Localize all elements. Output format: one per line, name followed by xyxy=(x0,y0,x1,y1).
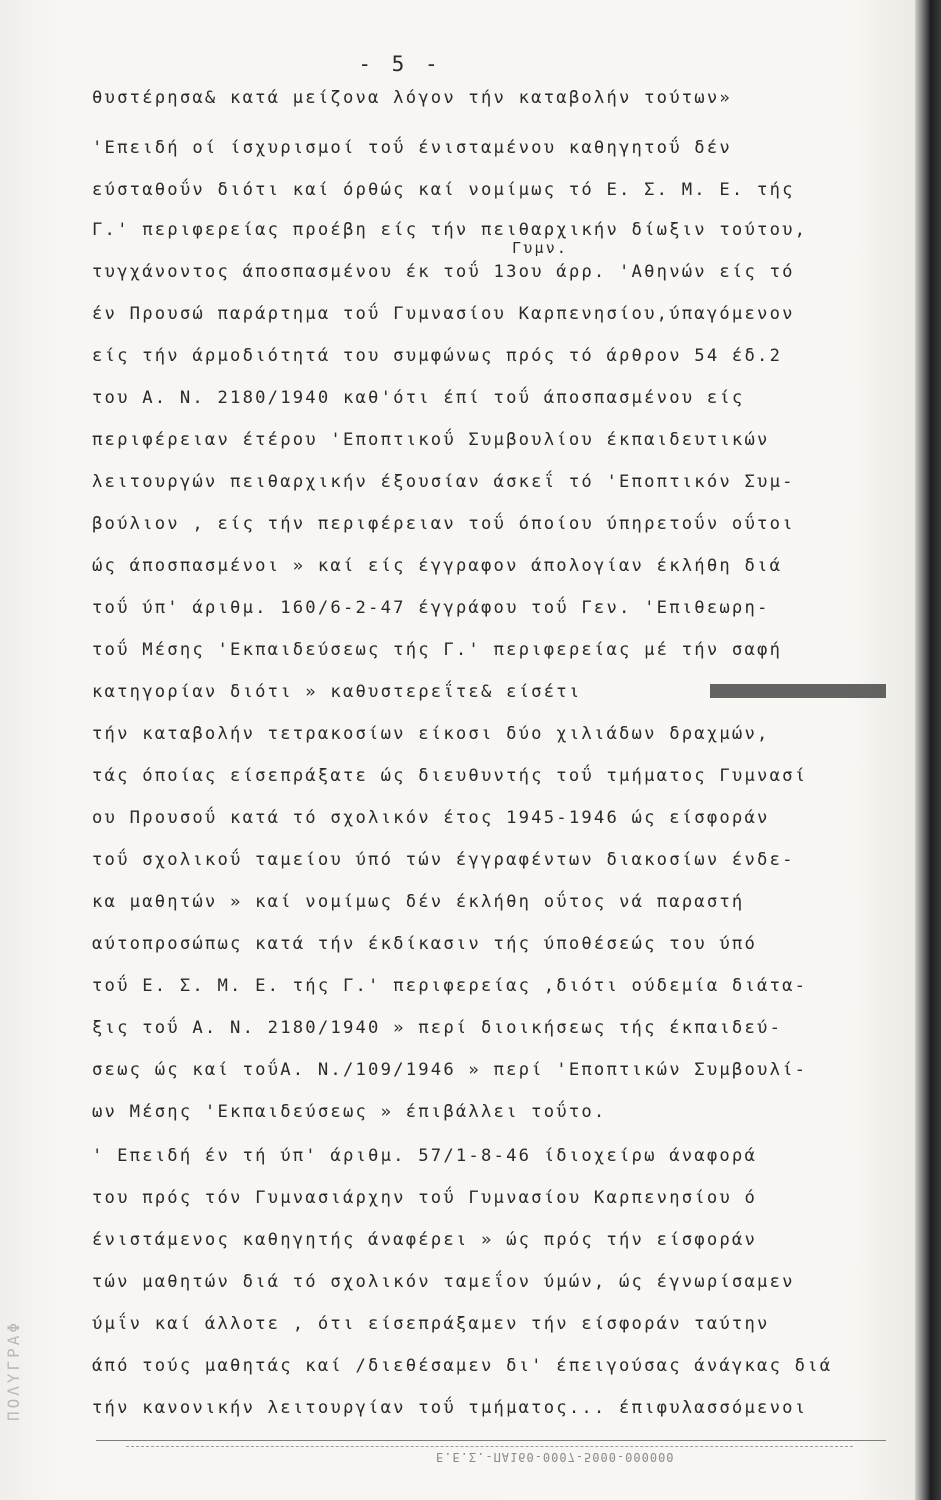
text-line: τήν κανονικήν λειτουργίαν τοΰ τμήματος... έπιφυλασσόμενοι xyxy=(92,1398,808,1418)
text-line: αύτοπροσώπως κατά τήν έκδίκασιν τής ύποθέσεώς του ύπό xyxy=(92,934,758,954)
handwritten-insertion: Γυμν. xyxy=(512,239,569,257)
text-line: Γ.' περιφερείας προέβη είς τήν πειθαρχικήν δίωξιν τούτου, xyxy=(92,220,808,240)
text-line: τοΰ Ε. Σ. Μ. Ε. τής Γ.' περιφερείας ,διότι ούδεμία διάτα- xyxy=(92,976,808,996)
text-line: τών μαθητών διά τό σχολικόν ταμεΐον ύμών, ώς έγνωρίσαμεν xyxy=(92,1272,795,1292)
margin-stamp: ΠΟΛΥΓΡΑΦ xyxy=(4,1319,24,1421)
text-line: βούλιον , είς τήν περιφέρειαν τοΰ όποίου ύπηρετοΰν οΰτοι xyxy=(92,514,795,534)
text-line: σεως ώς καί τοΰΑ. Ν./109/1946 » περί 'Εποπτικών Συμβουλί- xyxy=(92,1060,808,1080)
struck-out-text xyxy=(710,684,886,698)
footer-rule xyxy=(96,1440,886,1441)
text-line: του Α. Ν. 2180/1940 καθ'ότι έπί τοΰ άποσπασμένου είς xyxy=(92,388,745,408)
footer-rule-faint xyxy=(126,1446,853,1447)
text-line: ύμΐν καί άλλοτε , ότι είσεπράξαμεν τήν είσφοράν ταύτην xyxy=(92,1314,770,1334)
text-line: λειτουργών πειθαρχικήν έξουσίαν άσκεΐ τό 'Εποπτικόν Συμ- xyxy=(92,472,795,492)
text-line: ων Μέσης 'Εκπαιδεύσεως » έπιβάλλει τοΰτο. xyxy=(92,1102,607,1122)
text-line: κατηγορίαν διότι » καθυστερεΐτε& είσέτι xyxy=(92,682,582,702)
text-line: τοΰ Μέσης 'Εκπαιδεύσεως τής Γ.' περιφερείας μέ τήν σαφή xyxy=(92,640,783,660)
text-line: τυγχάνοντος άποσπασμένου έκ τοΰ 13ου άρρ. 'Αθηνών είς τό xyxy=(92,262,795,282)
text-line: κα μαθητών » καί νομίμως δέν έκλήθη οΰτος νά παραστή xyxy=(92,892,745,912)
text-line: είς τήν άρμοδιότητά του συμφώνως πρός τό άρθρον 54 έδ.2 xyxy=(92,346,783,366)
page-number: - 5 - xyxy=(358,52,442,76)
text-line: ' Επειδή έν τή ύπ' άριθμ. 57/1-8-46 ίδιοχείρω άναφορά xyxy=(92,1146,758,1166)
text-line: τοΰ σχολικοΰ ταμείου ύπό τών έγγραφέντων διακοσίων ένδε- xyxy=(92,850,795,870)
text-line: θυστέρησα& κατά μείζονα λόγον τήν καταβολήν τούτων» xyxy=(92,88,732,108)
text-line: τοΰ ύπ' άριθμ. 160/6-2-47 έγγράφου τοΰ Γεν. 'Επιθεωρη- xyxy=(92,598,770,618)
text-line: ου Προυσοΰ κατά τό σχολικόν έτος 1945-1946 ώς είσφοράν xyxy=(92,808,770,828)
text-line: ώς άποσπασμένοι » καί είς έγγραφον άπολογίαν έκλήθη διά xyxy=(92,556,783,576)
scan-edge-shadow xyxy=(915,0,941,1500)
text-line: περιφέρειαν έτέρου 'Εποπτικοΰ Συμβουλίου έκπαιδευτικών xyxy=(92,430,770,450)
text-line: έν Προυσώ παράρτημα τοΰ Γυμνασίου Καρπενησίου,ύπαγόμενον xyxy=(92,304,795,324)
text-line: τάς όποίας είσεπράξατε ώς διευθυντής τοΰ τμήματος Γυμνασί xyxy=(92,766,808,786)
text-line: ένιστάμενος καθηγητής άναφέρει » ώς πρός τήν είσφοράν xyxy=(92,1230,758,1250)
text-line: άπό τούς μαθητάς καί /διεθέσαμεν δι' έπειγούσας άνάγκας διά xyxy=(92,1356,833,1376)
text-line: τήν καταβολήν τετρακοσίων είκοσι δύο χιλιάδων δραχμών, xyxy=(92,724,770,744)
footer-print xyxy=(96,1428,886,1472)
text-line: ξις τοΰ Α. Ν. 2180/1940 » περί διοικήσεως τής έκπαιδεύ- xyxy=(92,1018,783,1038)
text-line: εύσταθοΰν διότι καί όρθώς καί νομίμως τό Ε. Σ. Μ. Ε. τής xyxy=(92,180,795,200)
footer-print-text: Ε.Ε.Σ.-ΠΑ160-0007-5000-000000 xyxy=(436,1450,675,1464)
text-line: 'Επειδή οί ίσχυρισμοί τοΰ ένισταμένου καθηγητοΰ δέν xyxy=(92,138,732,158)
text-line: του πρός τόν Γυμνασιάρχην τοΰ Γυμνασίου Καρπενησίου ό xyxy=(92,1188,758,1208)
